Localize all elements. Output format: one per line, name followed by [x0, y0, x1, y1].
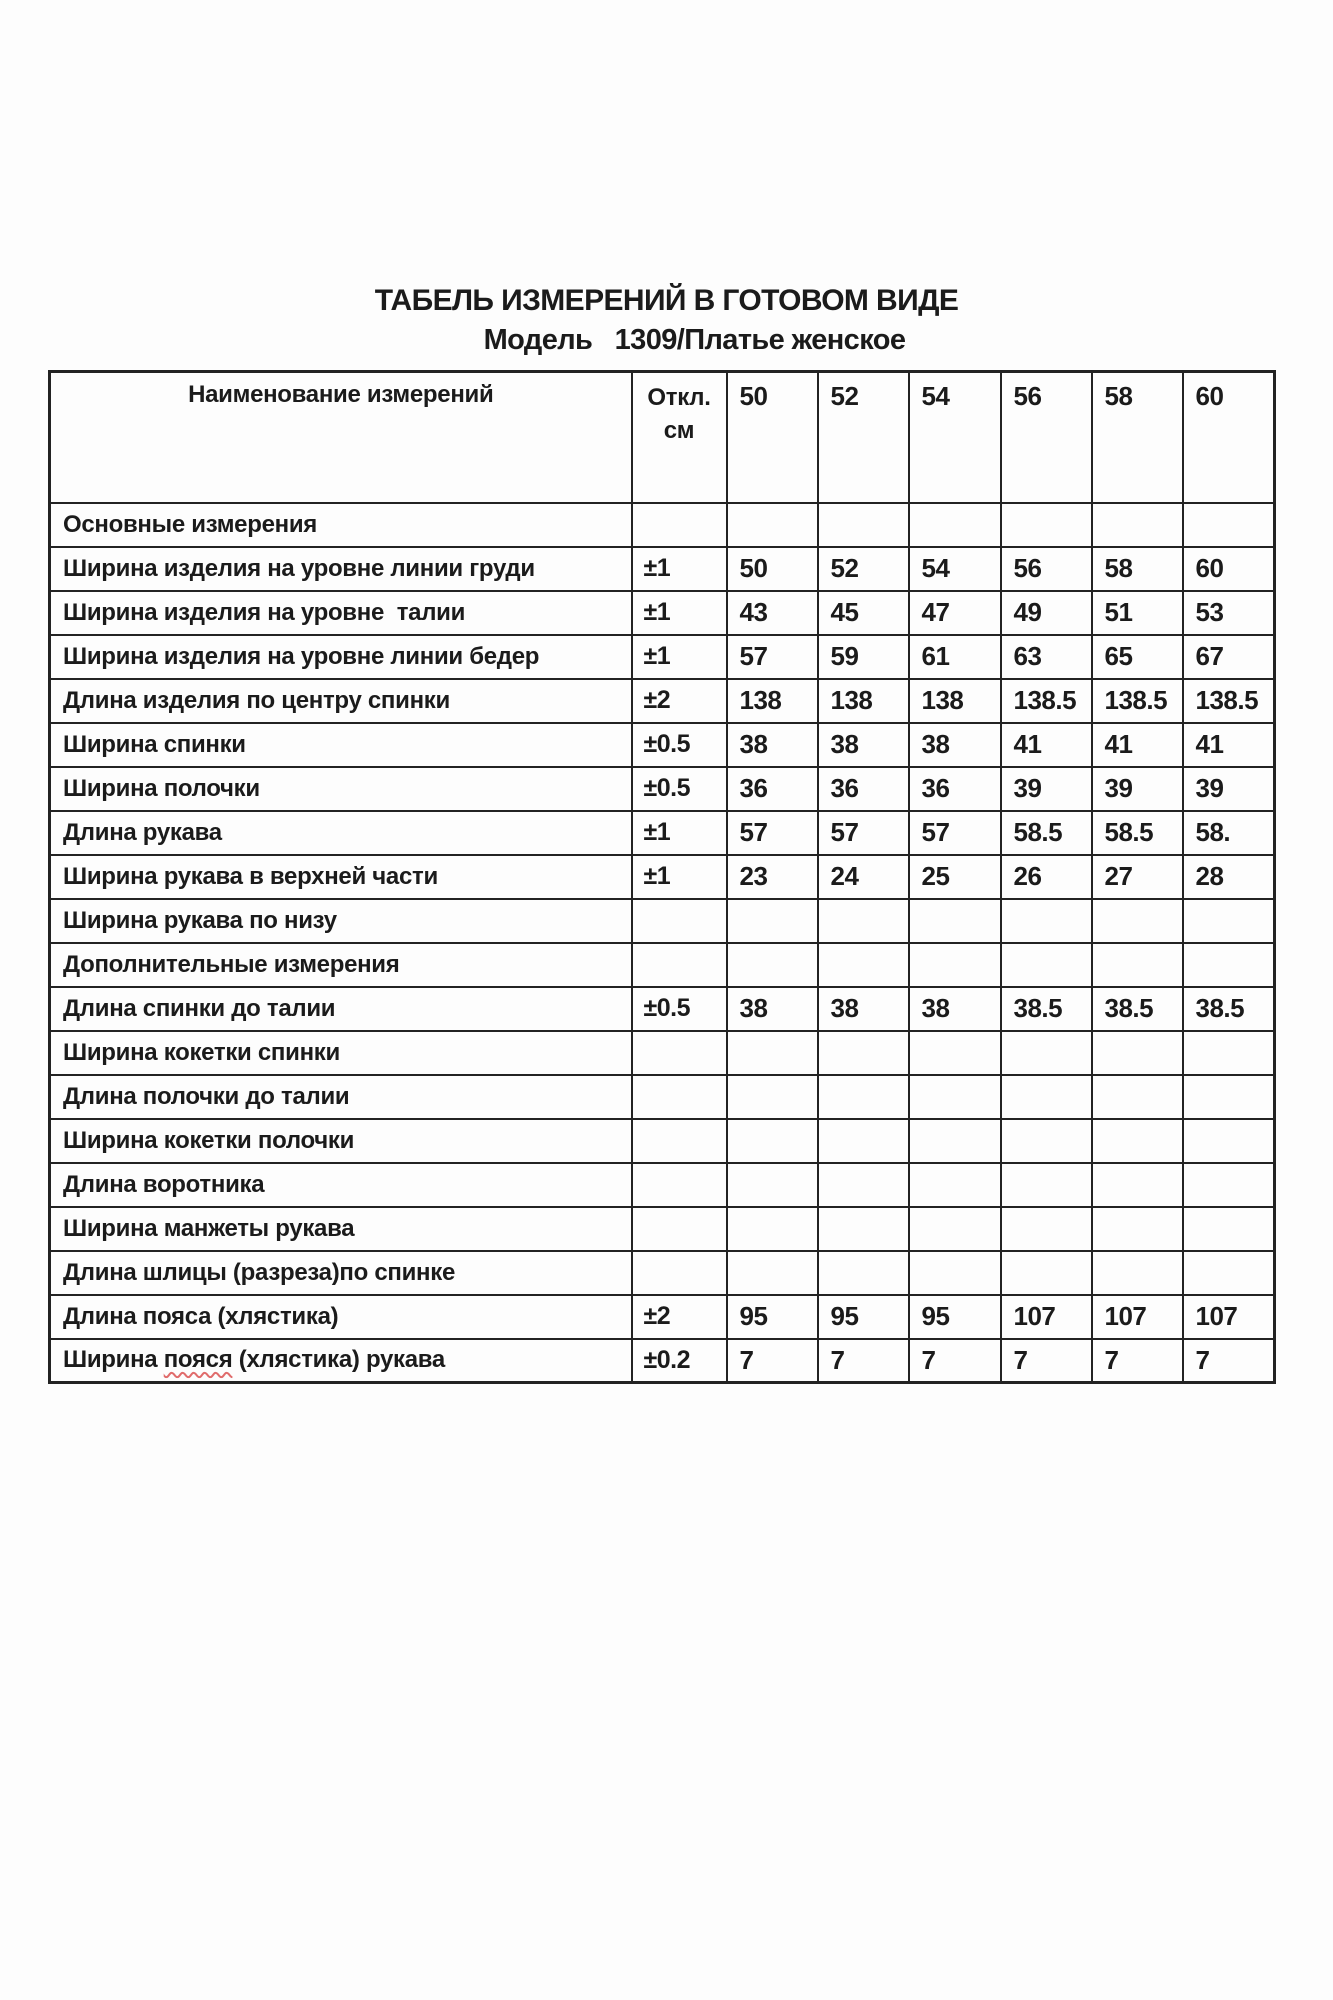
value-cell: 36	[909, 767, 1001, 811]
value-cell	[727, 1163, 818, 1207]
section-label-cell: Дополнительные измерения	[50, 943, 632, 987]
value-cell	[1092, 1207, 1183, 1251]
table-row	[50, 1163, 1275, 1207]
value-cell	[1001, 1207, 1092, 1251]
measurement-label-cell: Ширина изделия на уровне линии груди	[50, 547, 632, 591]
value-cell: 57	[727, 635, 818, 679]
measurement-label-cell: Ширина спинки	[50, 723, 632, 767]
value-cell: 60	[1183, 547, 1275, 591]
value-cell: 38.5	[1001, 987, 1092, 1031]
deviation-cell: ±1	[632, 635, 727, 679]
table-row	[50, 723, 1275, 767]
value-cell: 59	[818, 635, 909, 679]
value-cell: 58.	[1183, 811, 1275, 855]
deviation-cell: ±1	[632, 591, 727, 635]
value-cell	[727, 1119, 818, 1163]
value-cell: 95	[909, 1295, 1001, 1339]
value-cell: 57	[818, 811, 909, 855]
measurement-label-cell: Длина шлицы (разреза)по спинке	[50, 1251, 632, 1295]
section-row	[50, 503, 1275, 547]
table-row	[50, 547, 1275, 591]
value-cell: 39	[1092, 767, 1183, 811]
table-row	[50, 1075, 1275, 1119]
value-cell	[909, 899, 1001, 943]
deviation-cell: ±1	[632, 811, 727, 855]
value-cell: 138	[727, 679, 818, 723]
column-header-size: 50	[727, 372, 818, 503]
value-cell: 43	[727, 591, 818, 635]
value-cell: 41	[1092, 723, 1183, 767]
value-cell: 41	[1183, 723, 1275, 767]
value-cell: 107	[1001, 1295, 1092, 1339]
table-header-row	[50, 372, 1275, 503]
measurement-label-cell: Длина спинки до талии	[50, 987, 632, 1031]
value-cell	[909, 1163, 1001, 1207]
table-row	[50, 1031, 1275, 1075]
deviation-cell	[632, 1163, 727, 1207]
value-cell	[727, 899, 818, 943]
value-cell	[1001, 1163, 1092, 1207]
value-cell: 107	[1183, 1295, 1275, 1339]
deviation-cell	[632, 1207, 727, 1251]
value-cell	[1001, 1031, 1092, 1075]
value-cell	[909, 503, 1001, 547]
deviation-cell: ±1	[632, 855, 727, 899]
value-cell: 26	[1001, 855, 1092, 899]
deviation-header-line1: Откл.	[647, 384, 711, 411]
value-cell: 38.5	[1092, 987, 1183, 1031]
value-cell: 39	[1183, 767, 1275, 811]
value-cell	[1183, 503, 1275, 547]
measurement-label-cell: Ширина изделия на уровне линии бедер	[50, 635, 632, 679]
value-cell: 54	[909, 547, 1001, 591]
value-cell	[727, 943, 818, 987]
value-cell: 56	[1001, 547, 1092, 591]
measurement-label-cell	[50, 1339, 632, 1383]
value-cell	[1001, 1119, 1092, 1163]
value-cell: 138.5	[1092, 679, 1183, 723]
value-cell	[909, 1031, 1001, 1075]
value-cell: 138	[909, 679, 1001, 723]
value-cell	[818, 1031, 909, 1075]
value-cell: 50	[727, 547, 818, 591]
value-cell: 58.5	[1001, 811, 1092, 855]
column-header-measurement-name: Наименование измерений	[50, 372, 632, 503]
value-cell	[727, 1251, 818, 1295]
value-cell: 65	[1092, 635, 1183, 679]
value-cell: 24	[818, 855, 909, 899]
table-row	[50, 635, 1275, 679]
deviation-cell: ±0.2	[632, 1339, 727, 1383]
deviation-cell: ±0.5	[632, 767, 727, 811]
value-cell: 138.5	[1183, 679, 1275, 723]
value-cell: 57	[909, 811, 1001, 855]
measurement-label-cell: Ширина рукава в верхней части	[50, 855, 632, 899]
value-cell: 61	[909, 635, 1001, 679]
value-cell	[818, 1163, 909, 1207]
value-cell	[909, 1251, 1001, 1295]
deviation-cell: ±2	[632, 679, 727, 723]
value-cell: 49	[1001, 591, 1092, 635]
value-cell: 7	[727, 1339, 818, 1383]
value-cell	[1183, 899, 1275, 943]
value-cell	[818, 1119, 909, 1163]
table-row	[50, 767, 1275, 811]
label-text: (хлястика) рукава	[232, 1346, 445, 1374]
value-cell	[727, 1031, 818, 1075]
value-cell: 52	[818, 547, 909, 591]
value-cell: 7	[1001, 1339, 1092, 1383]
value-cell	[1183, 1207, 1275, 1251]
value-cell: 138.5	[1001, 679, 1092, 723]
value-cell: 47	[909, 591, 1001, 635]
value-cell: 38	[818, 987, 909, 1031]
value-cell	[1183, 943, 1275, 987]
value-cell: 63	[1001, 635, 1092, 679]
value-cell	[1001, 943, 1092, 987]
table-row	[50, 899, 1275, 943]
value-cell: 38	[727, 723, 818, 767]
column-header-size: 52	[818, 372, 909, 503]
deviation-cell	[632, 503, 727, 547]
table-row	[50, 811, 1275, 855]
table-row	[50, 1295, 1275, 1339]
deviation-cell	[632, 1251, 727, 1295]
value-cell	[727, 1207, 818, 1251]
value-cell: 38	[727, 987, 818, 1031]
measurement-label-cell: Длина рукава	[50, 811, 632, 855]
table-body	[50, 503, 1275, 1383]
value-cell	[1092, 943, 1183, 987]
value-cell: 38	[909, 723, 1001, 767]
measurement-label-cell: Длина пояса (хлястика)	[50, 1295, 632, 1339]
value-cell	[1183, 1251, 1275, 1295]
value-cell	[727, 1075, 818, 1119]
value-cell: 57	[727, 811, 818, 855]
document-title: ТАБЕЛЬ ИЗМЕРЕНИЙ В ГОТОВОМ ВИДЕ	[374, 284, 959, 317]
deviation-cell	[632, 1031, 727, 1075]
value-cell: 138	[818, 679, 909, 723]
deviation-cell: ±1	[632, 547, 727, 591]
value-cell	[727, 503, 818, 547]
document-subtitle: Модель 1309/Платье женское	[483, 324, 906, 356]
table-row	[50, 1207, 1275, 1251]
value-cell: 25	[909, 855, 1001, 899]
value-cell	[1092, 1251, 1183, 1295]
value-cell: 7	[818, 1339, 909, 1383]
measurement-label-cell: Длина воротника	[50, 1163, 632, 1207]
value-cell	[1092, 1075, 1183, 1119]
deviation-cell: ±0.5	[632, 723, 727, 767]
table-row	[50, 855, 1275, 899]
table-row	[50, 1251, 1275, 1295]
measurement-label-cell: Ширина изделия на уровне талии	[50, 591, 632, 635]
value-cell	[1183, 1031, 1275, 1075]
value-cell	[818, 899, 909, 943]
value-cell	[909, 1119, 1001, 1163]
table-row	[50, 1119, 1275, 1163]
value-cell: 95	[727, 1295, 818, 1339]
value-cell: 67	[1183, 635, 1275, 679]
value-cell	[1001, 899, 1092, 943]
value-cell: 107	[1092, 1295, 1183, 1339]
value-cell	[1092, 1163, 1183, 1207]
value-cell: 27	[1092, 855, 1183, 899]
value-cell: 7	[909, 1339, 1001, 1383]
value-cell	[818, 503, 909, 547]
deviation-header-line2: см	[663, 417, 695, 444]
value-cell: 23	[727, 855, 818, 899]
value-cell	[1183, 1163, 1275, 1207]
section-row	[50, 943, 1275, 987]
column-header-size: 54	[909, 372, 1001, 503]
value-cell	[1092, 1031, 1183, 1075]
value-cell: 38.5	[1183, 987, 1275, 1031]
value-cell	[1001, 1251, 1092, 1295]
deviation-cell: ±0.5	[632, 987, 727, 1031]
misspelled-word: пояся	[163, 1346, 233, 1374]
measurement-label-cell: Ширина полочки	[50, 767, 632, 811]
value-cell	[1092, 899, 1183, 943]
value-cell: 45	[818, 591, 909, 635]
table-row	[50, 679, 1275, 723]
value-cell: 41	[1001, 723, 1092, 767]
measurement-label-cell: Длина изделия по центру спинки	[50, 679, 632, 723]
value-cell	[818, 1207, 909, 1251]
value-cell	[909, 1207, 1001, 1251]
value-cell: 36	[727, 767, 818, 811]
column-header-size: 58	[1092, 372, 1183, 503]
value-cell: 58	[1092, 547, 1183, 591]
value-cell	[818, 1251, 909, 1295]
measurement-label-cell: Ширина кокетки спинки	[50, 1031, 632, 1075]
value-cell	[1092, 1119, 1183, 1163]
section-label-cell: Основные измерения	[50, 503, 632, 547]
column-header-size: 60	[1183, 372, 1275, 503]
value-cell	[909, 943, 1001, 987]
table-row	[50, 987, 1275, 1031]
value-cell: 58.5	[1092, 811, 1183, 855]
value-cell: 53	[1183, 591, 1275, 635]
value-cell	[1183, 1075, 1275, 1119]
value-cell	[909, 1075, 1001, 1119]
value-cell	[818, 1075, 909, 1119]
measurement-label-cell: Ширина манжеты рукава	[50, 1207, 632, 1251]
measurement-label-cell: Длина полочки до талии	[50, 1075, 632, 1119]
column-header-size: 56	[1001, 372, 1092, 503]
value-cell: 38	[818, 723, 909, 767]
value-cell	[1183, 1119, 1275, 1163]
value-cell	[1001, 503, 1092, 547]
column-header-deviation	[632, 372, 727, 503]
deviation-cell	[632, 1075, 727, 1119]
value-cell: 38	[909, 987, 1001, 1031]
measurement-label-cell: Ширина рукава по низу	[50, 899, 632, 943]
value-cell: 7	[1092, 1339, 1183, 1383]
deviation-cell	[632, 943, 727, 987]
table-row	[50, 591, 1275, 635]
value-cell	[818, 943, 909, 987]
value-cell: 51	[1092, 591, 1183, 635]
value-cell: 95	[818, 1295, 909, 1339]
deviation-cell	[632, 1119, 727, 1163]
measurement-label-cell: Ширина кокетки полочки	[50, 1119, 632, 1163]
value-cell: 36	[818, 767, 909, 811]
value-cell	[1092, 503, 1183, 547]
value-cell	[1001, 1075, 1092, 1119]
deviation-cell	[632, 899, 727, 943]
label-text: Ширина	[63, 1346, 164, 1374]
value-cell: 28	[1183, 855, 1275, 899]
value-cell: 7	[1183, 1339, 1275, 1383]
measurements-table	[48, 370, 1276, 1384]
value-cell: 39	[1001, 767, 1092, 811]
table-row	[50, 1339, 1275, 1383]
deviation-cell: ±2	[632, 1295, 727, 1339]
